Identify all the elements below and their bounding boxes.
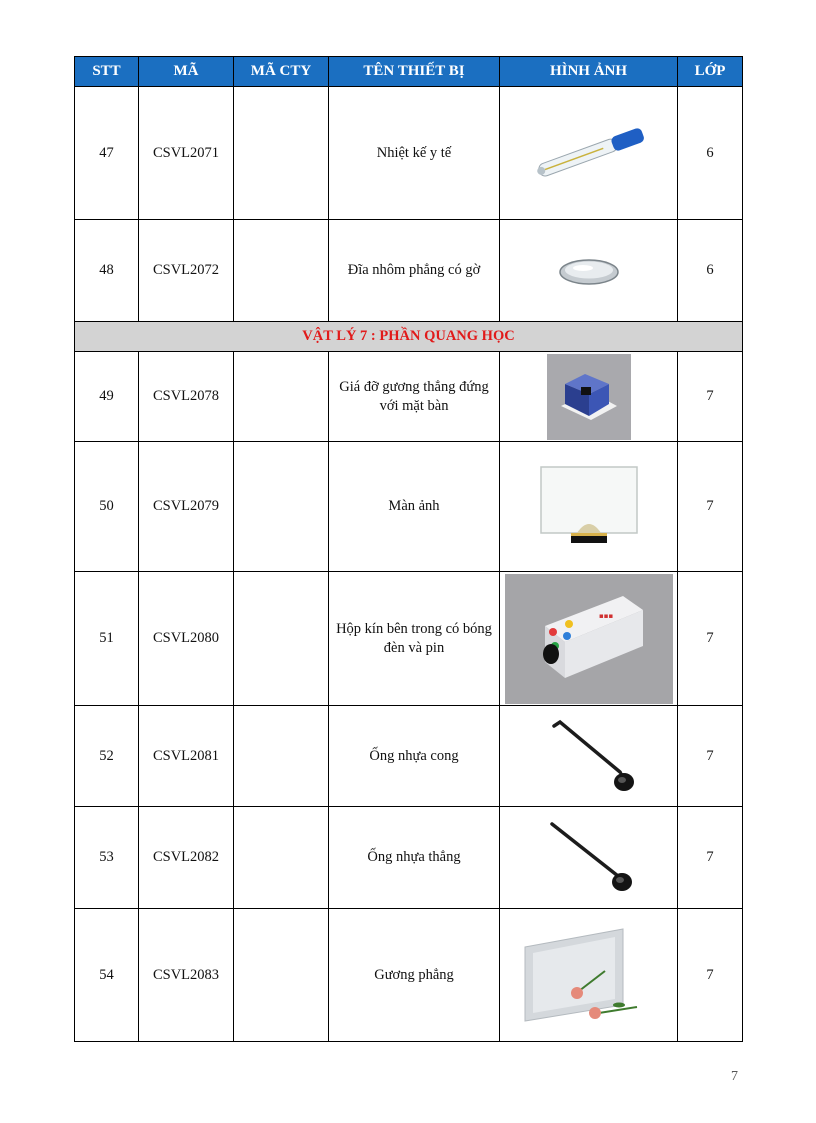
header-lop: LỚP <box>678 57 743 87</box>
curved-tube-image <box>534 716 644 796</box>
equipment-table <box>74 56 743 1042</box>
cell-ma: CSVL2082 <box>139 807 234 909</box>
cell-lop: 6 <box>678 220 743 322</box>
aluminum-dish-image <box>549 246 629 296</box>
cell-stt: 48 <box>75 220 139 322</box>
cell-lop: 7 <box>678 572 743 706</box>
flat-mirror-image <box>519 923 659 1027</box>
cell-lop: 6 <box>678 87 743 220</box>
header-ma: MÃ <box>139 57 234 87</box>
cell-image <box>500 352 678 442</box>
svg-text:▪▪▪: ▪▪▪ <box>598 611 613 620</box>
cell-ma: CSVL2081 <box>139 706 234 807</box>
table-row <box>75 352 743 442</box>
cell-ma-cty <box>234 220 329 322</box>
table-row <box>75 220 743 322</box>
table-row <box>75 807 743 909</box>
cell-stt: 53 <box>75 807 139 909</box>
section-title: VẬT LÝ 7 : PHẦN QUANG HỌC <box>75 322 743 352</box>
cell-image <box>500 220 678 322</box>
thermometer-image <box>524 118 654 188</box>
mirror-stand-image <box>547 354 631 440</box>
cell-ma-cty <box>234 807 329 909</box>
cell-ma-cty <box>234 706 329 807</box>
cell-ma: CSVL2083 <box>139 909 234 1042</box>
cell-lop: 7 <box>678 706 743 807</box>
cell-image <box>500 442 678 572</box>
cell-stt: 49 <box>75 352 139 442</box>
cell-ma-cty <box>234 909 329 1042</box>
screen-image <box>539 465 639 549</box>
cell-stt: 47 <box>75 87 139 220</box>
cell-ma-cty <box>234 87 329 220</box>
table-row <box>75 87 743 220</box>
section-row <box>75 322 743 352</box>
cell-lop: 7 <box>678 909 743 1042</box>
table-row <box>75 706 743 807</box>
cell-ma: CSVL2079 <box>139 442 234 572</box>
cell-ma: CSVL2072 <box>139 220 234 322</box>
cell-ma: CSVL2080 <box>139 572 234 706</box>
header-ma-cty: MÃ CTY <box>234 57 329 87</box>
cell-lop: 7 <box>678 807 743 909</box>
page-number: 7 <box>731 1069 738 1084</box>
cell-ten: Hộp kín bên trong có bóng đèn và pin <box>329 572 500 706</box>
cell-image <box>500 572 678 706</box>
cell-ten: Nhiệt kế y tế <box>329 87 500 220</box>
cell-ten: Giá đỡ gương thẳng đứng với mặt bàn <box>329 352 500 442</box>
table-row <box>75 442 743 572</box>
cell-image <box>500 807 678 909</box>
closed-box-image <box>505 574 673 704</box>
cell-stt: 54 <box>75 909 139 1042</box>
cell-ma-cty <box>234 442 329 572</box>
cell-image <box>500 909 678 1042</box>
cell-ten: Đĩa nhôm phẳng có gờ <box>329 220 500 322</box>
cell-image <box>500 706 678 807</box>
cell-ma: CSVL2078 <box>139 352 234 442</box>
cell-ma: CSVL2071 <box>139 87 234 220</box>
table-row <box>75 572 743 706</box>
cell-ten: Ống nhựa thẳng <box>329 807 500 909</box>
header-hinh-anh: HÌNH ẢNH <box>500 57 678 87</box>
header-stt: STT <box>75 57 139 87</box>
cell-ten: Ống nhựa cong <box>329 706 500 807</box>
cell-ma-cty <box>234 352 329 442</box>
cell-ten: Gương phẳng <box>329 909 500 1042</box>
cell-ma-cty <box>234 572 329 706</box>
table-row <box>75 909 743 1042</box>
cell-lop: 7 <box>678 352 743 442</box>
cell-image <box>500 87 678 220</box>
header-ten-thiet-bi: TÊN THIẾT BỊ <box>329 57 500 87</box>
straight-tube-image <box>534 818 644 898</box>
cell-ten: Màn ảnh <box>329 442 500 572</box>
cell-stt: 52 <box>75 706 139 807</box>
header-row <box>75 57 743 87</box>
cell-stt: 51 <box>75 572 139 706</box>
cell-lop: 7 <box>678 442 743 572</box>
cell-stt: 50 <box>75 442 139 572</box>
